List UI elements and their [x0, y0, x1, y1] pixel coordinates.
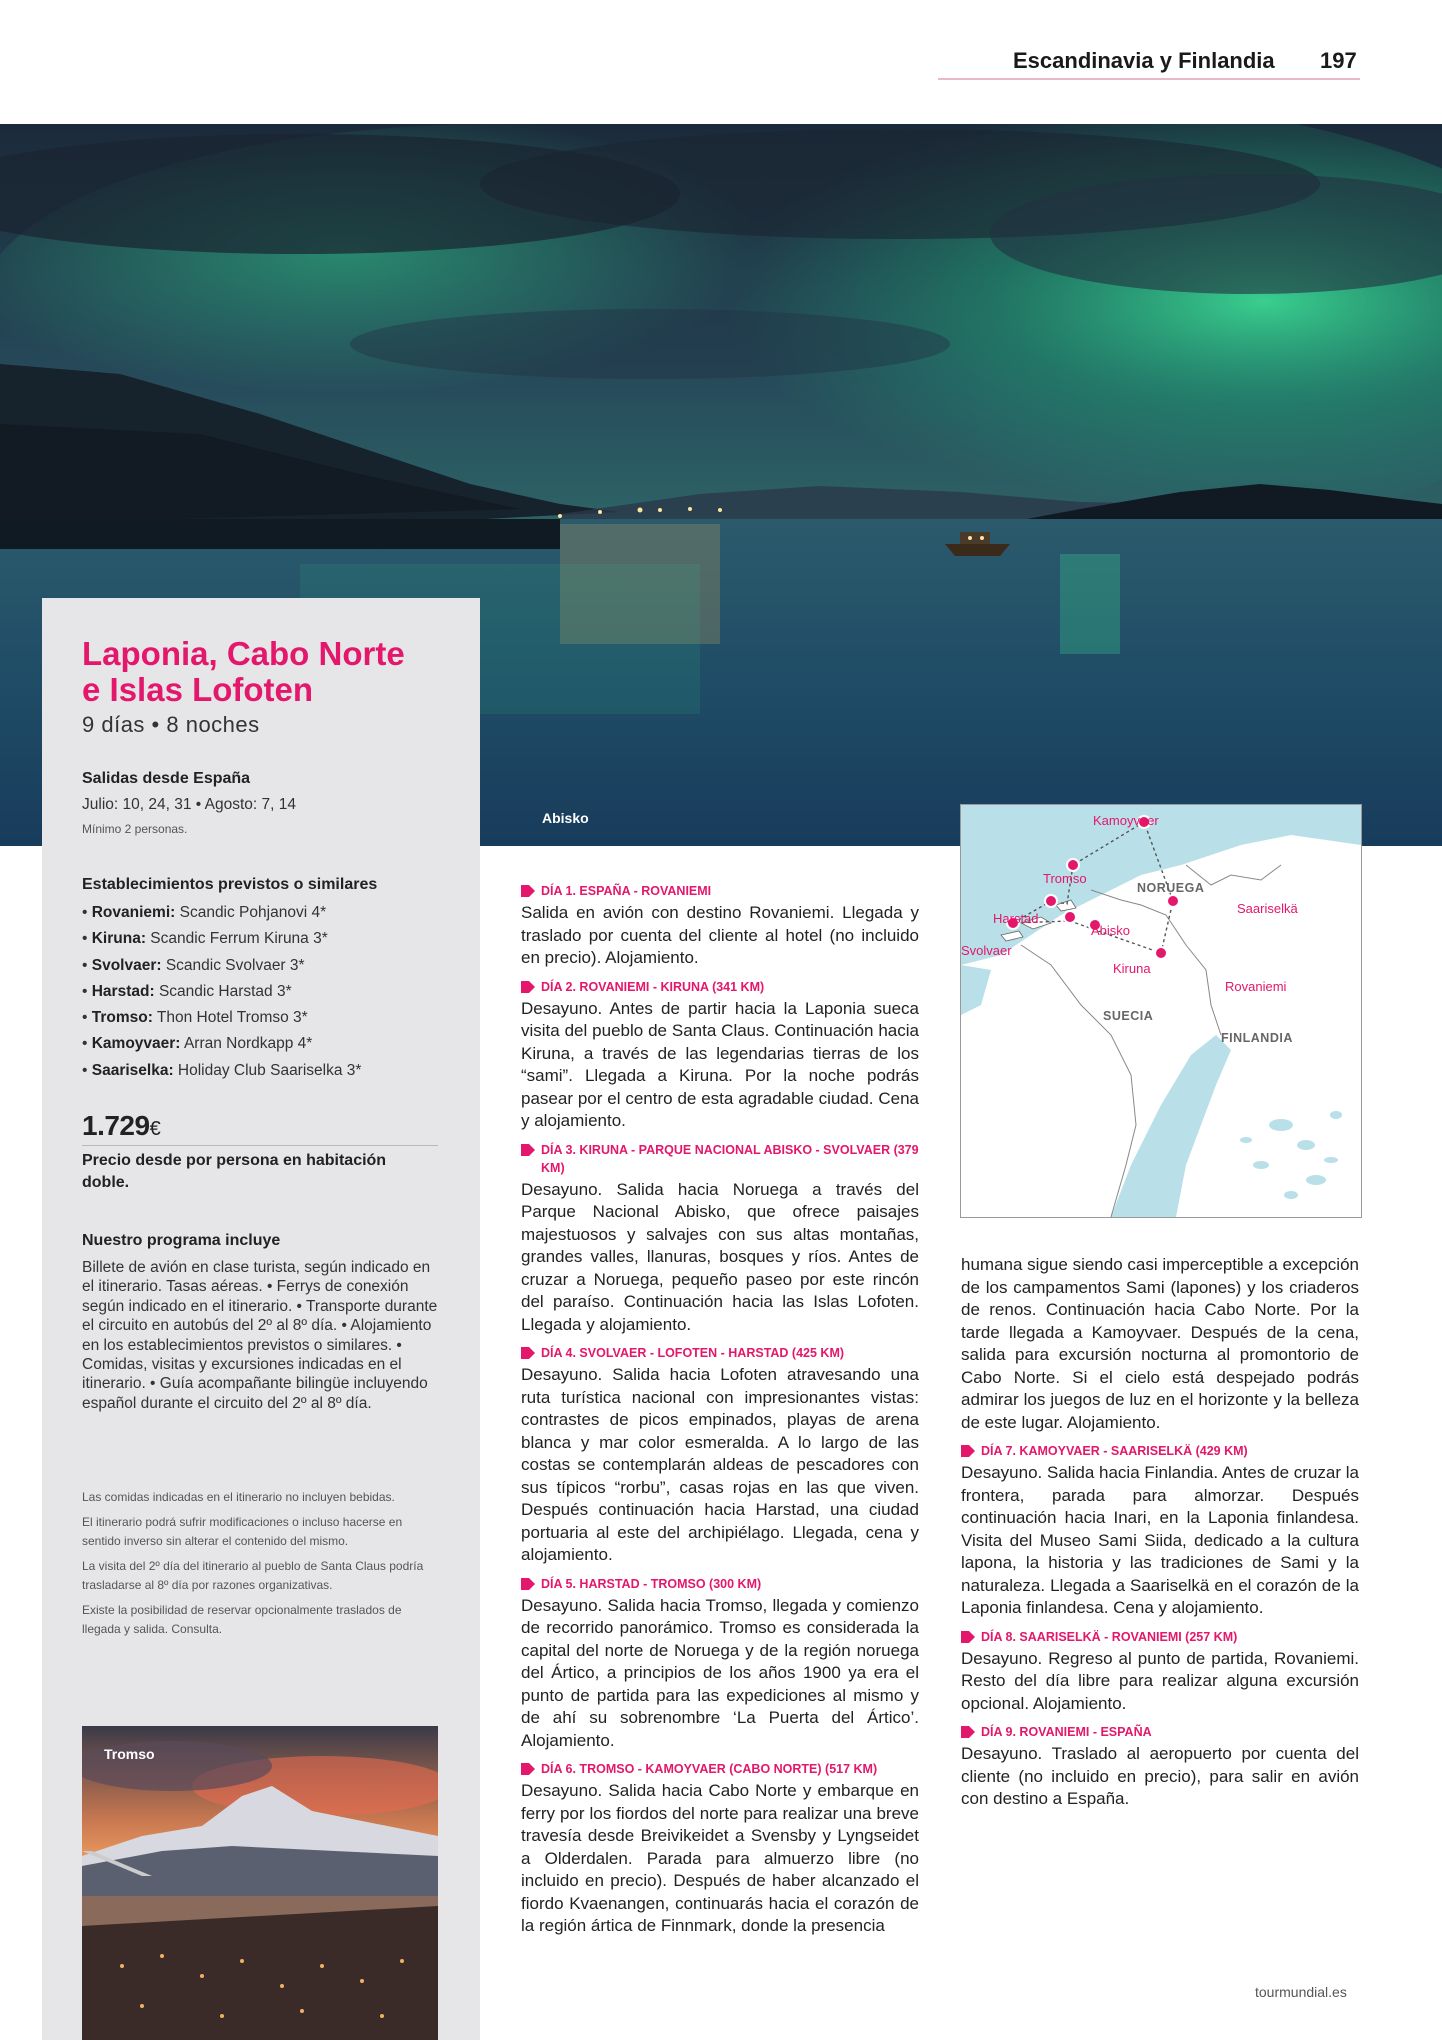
note: La visita del 2º día del itinerario al pueblo de Santa Claus podría trasladarse al 8º día por razones organizativas. [82, 1559, 424, 1592]
day-text: Desayuno. Salida hacia Tromso, llegada y comienzo de recorrido panorámico. Tromso es considerada la capital del norte de Noruega y de la región noruega del Ártico, a principios de los años 1900 ya era el punto de partida para las expediciones al mismo y de ahí su sobrenombre ‘La Puerta del Ártico’. Alojamiento. [521, 1595, 919, 1750]
day-heading: DÍA 2. ROVANIEMI - KIRUNA (341 KM) [521, 978, 919, 996]
day-text: Salida en avión con destino Rovaniemi. Llegada y traslado por cuenta del cliente al hotel (no incluido en precio). Alojamiento. [521, 903, 919, 967]
arrow-marker-icon [521, 1578, 535, 1590]
map-label-rovaniemi: Rovaniemi [1225, 979, 1287, 994]
map-label-kamoyvaer: Kamoyvaer [1093, 813, 1159, 828]
page-number: 197 [1320, 48, 1357, 73]
tromso-photo [82, 1726, 438, 2040]
establishment-item: • Harstad: Scandic Harstad 3* [82, 982, 292, 1000]
establishment-item: • Saariselka: Holiday Club Saariselka 3* [82, 1061, 362, 1079]
footer-website-link[interactable]: tourmundial.es [1255, 1984, 1347, 2000]
arrow-marker-icon [521, 1347, 535, 1359]
day-text-continuation: humana sigue siendo casi imperceptible a excepción de los campamentos Sami (lapones) y los criaderos de renos. Continuación hacia Cabo Norte. Por la tarde llegada a Kamoyvaer. Después de la cena, salida para excursión nocturna al promontorio de Cabo Norte. Si el cielo está despejado podrás admirar los juegos de luz en el horizonte y la belleza de este lugar. Alojamiento. [961, 1255, 1359, 1432]
minimum-persons: Mínimo 2 personas. [82, 822, 188, 836]
arrow-marker-icon [521, 1144, 535, 1156]
day-heading: DÍA 8. SAARISELKÄ - ROVANIEMI (257 KM) [961, 1628, 1359, 1646]
price [82, 1110, 442, 1142]
establishment-item: • Svolvaer: Scandic Svolvaer 3* [82, 956, 305, 974]
day-text: Desayuno. Salida hacia Cabo Norte y embarque en ferry por los fiordos del norte para realizar una breve travesía desde Breivikeidet a Svensby y Lyngseidet a Olderdalen. Parada para almuerzo libre (no incluido en precio). Después de haber alcanzado el fiordo Kvaenangen, continuarás hacia el corazón de la región ártica de Finnmark, donde la presencia [521, 1781, 919, 1935]
day-heading: DÍA 6. TROMSO - KAMOYVAER (CABO NORTE) (517 KM) [521, 1760, 919, 1778]
arrow-marker-icon [961, 1631, 975, 1643]
arrow-marker-icon [961, 1726, 975, 1738]
tromso-caption: Tromso [104, 1746, 155, 1762]
notes [82, 1488, 438, 1645]
establishment-item: • Tromso: Thon Hotel Tromso 3* [82, 1009, 308, 1027]
itinerary-column-2 [961, 1254, 1359, 1817]
includes-heading: Nuestro programa incluye [82, 1232, 281, 1249]
itinerary-column-1 [521, 882, 919, 1944]
departures-heading: Salidas desde España [82, 770, 251, 787]
note: El itinerario podrá sufrir modificaciones o incluso hacerse en sentido inverso sin alterar el contenido del mismo. [82, 1515, 403, 1548]
map-country-finlandia: FINLANDIA [1221, 1031, 1293, 1045]
arrow-marker-icon [961, 1445, 975, 1457]
day-heading: DÍA 3. KIRUNA - PARQUE NACIONAL ABISKO - SVOLVAER (379 KM) [521, 1141, 919, 1177]
arrow-marker-icon [521, 981, 535, 993]
section-title: Escandinavia y Finlandia [1013, 48, 1275, 73]
map-country-suecia: SUECIA [1103, 1009, 1154, 1023]
note: Las comidas indicadas en el itinerario no incluyen bebidas. [82, 1490, 395, 1504]
includes-text: Billete de avión en clase turista, según indicado en el itinerario. Tasas aéreas. • Ferrys de conexión según indicado en el itinerario. • Transporte durante el circuito en autobús del 2º al 8º día. • Alojamiento en los establecimientos previstos o similares. • Comidas, visitas y excursiones indicadas en el itinerario. • Guía acompañante bilingüe incluyendo español durante el circuito del 2º al 8º día. [82, 1259, 438, 1412]
establishments-heading: Establecimientos previstos o similares [82, 876, 378, 893]
trip-duration: 9 días • 8 noches [82, 712, 260, 737]
note: Existe la posibilidad de reservar opcionalmente traslados de llegada y salida. Consulta. [82, 1603, 402, 1636]
day-text: Desayuno. Traslado al aeropuerto por cuenta del cliente (no incluido en precio), para salir en avión con destino a España. [961, 1744, 1359, 1808]
map-label-kiruna: Kiruna [1113, 961, 1151, 976]
price-divider [82, 1145, 438, 1146]
route-map [960, 804, 1362, 1218]
day-heading: DÍA 7. KAMOYVAER - SAARISELKÄ (429 KM) [961, 1442, 1359, 1460]
day-text: Desayuno. Antes de partir hacia la Laponia sueca visita del pueblo de Santa Claus. Continuación hacia Kiruna, a través de las legendarias tierras de los “sami”. Llegada a Kiruna. Por la noche podrás pasear por el centro de esta agradable ciudad. Cena y alojamiento. [521, 998, 919, 1130]
map-label-saariselka: Saariselkä [1237, 901, 1298, 916]
map-label-harstad: Harstad [993, 911, 1039, 926]
arrow-marker-icon [521, 1763, 535, 1775]
day-text: Desayuno. Salida hacia Finlandia. Antes de cruzar la frontera, parada para almorzar. Después continuación hacia Inari, en la Laponia finlandesa. Visita del Museo Sami Siida, dedicado a la cultura lapona, la historia y las tradiciones de Sami y la naturaleza. Llegada a Saariselkä en el corazón de la Laponia finlandesa. Cena y alojamiento. [961, 1463, 1359, 1617]
establishment-item: • Kamoyvaer: Arran Nordkapp 4* [82, 1035, 313, 1053]
trip-title-line1: Laponia, Cabo Norte [82, 635, 405, 672]
day-heading: DÍA 5. HARSTAD - TROMSO (300 KM) [521, 1575, 919, 1593]
trip-title-line2: e Islas Lofoten [82, 671, 314, 708]
price-amount: 1.729 [82, 1110, 150, 1141]
map-label-svolvaer: Svolvaer [961, 943, 1012, 958]
day-text: Desayuno. Salida hacia Noruega a través del Parque Nacional Abisko, que ofrece paisajes majestuosos y salvajes con sus altas montañas, grandes valles, llanuras, bosques y ríos. Antes de cruzar a Noruega, pequeño paseo por este rincón del paraíso. Continuación hacia las Islas Lofoten. Llegada y alojamiento. [521, 1179, 919, 1334]
day-text: Desayuno. Salida hacia Lofoten atravesando una ruta turística nacional con impresionantes vistas: contrastes de picos empinados, playas de arena blanca y mar color esmeralda. A lo largo de las costas se contemplarán aldeas de pescadores con sus típicos “rorbu”, casas rojas en las que viven. Después continuación hacia Harstad, una ciudad portuaria al este del archipiélago. Llegada, cena y alojamiento. [521, 1365, 919, 1564]
day-heading: DÍA 9. ROVANIEMI - ESPAÑA [961, 1723, 1359, 1741]
day-text: Desayuno. Regreso al punto de partida, Rovaniemi. Resto del día libre para realizar alguna excursión opcional. Alojamiento. [961, 1648, 1359, 1713]
establishment-item: • Rovaniemi: Scandic Pohjanovi 4* [82, 904, 327, 921]
map-label-abisko: Abisko [1091, 923, 1131, 938]
day-heading: DÍA 1. ESPAÑA - ROVANIEMI [521, 882, 919, 900]
establishments-list [82, 900, 442, 1084]
departure-dates: Julio: 10, 24, 31 • Agosto: 7, 14 [82, 796, 296, 813]
price-currency: € [149, 1118, 161, 1140]
day-heading: DÍA 4. SVOLVAER - LOFOTEN - HARSTAD (425 KM) [521, 1344, 919, 1362]
map-country-noruega: NORUEGA [1137, 881, 1205, 895]
arrow-marker-icon [521, 885, 535, 897]
establishment-item: • Kiruna: Scandic Ferrum Kiruna 3* [82, 930, 328, 948]
price-description: Precio desde por persona en habitación doble. [82, 1152, 387, 1191]
map-label-tromso: Tromso [1043, 871, 1087, 886]
trip-title [82, 636, 442, 708]
header-divider [938, 78, 1360, 80]
hero-caption: Abisko [542, 810, 589, 826]
